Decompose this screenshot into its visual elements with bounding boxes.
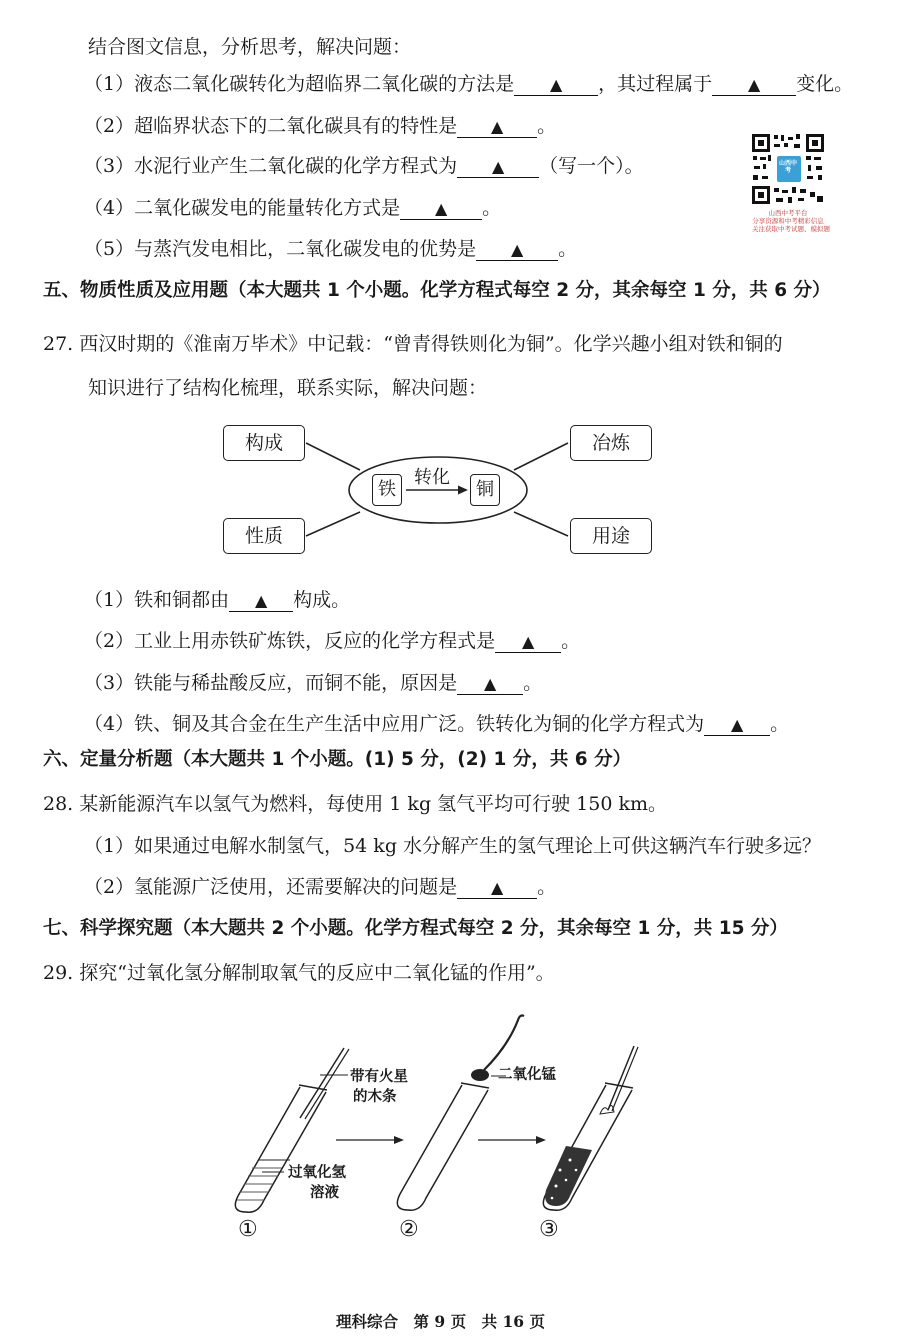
- box-xingzhi: 性质: [223, 518, 305, 554]
- q28-item-1: （1）如果通过电解水制氢气，54 kg 水分解产生的氢气理论上可供这辆汽车行驶多远？: [84, 835, 822, 857]
- q27-2-post: 。: [561, 630, 581, 652]
- q27-stem-1: 27. 西汉时期的《淮南万毕术》中记载：“曾青得铁则化为铜”。化学兴趣小组对铁和铜的: [43, 333, 783, 355]
- q26-4-post: 。: [482, 197, 502, 219]
- triangle-mark: ▲: [490, 117, 504, 136]
- triangle-mark: ▲: [510, 240, 524, 259]
- q26-3-post: （写一个）。: [539, 155, 644, 177]
- qr-caption-2: 分享资源和中考精彩信息: [752, 217, 824, 225]
- mno2-powder: [471, 1069, 489, 1081]
- triangle-mark: ▲: [254, 591, 268, 610]
- q26-2-pre: （2）超临界状态下的二氧化碳具有的特性是: [84, 115, 458, 137]
- q27-4-post: 。: [770, 713, 790, 735]
- q28-2-pre: （2）氢能源广泛使用，还需要解决的问题是: [84, 876, 458, 898]
- q27-2-pre: （2）工业上用赤铁矿炼铁，反应的化学方程式是: [84, 630, 496, 652]
- q26-5-pre: （5）与蒸汽发电相比，二氧化碳发电的优势是: [84, 238, 477, 260]
- splint-3: [608, 1046, 634, 1110]
- triangle-mark: ▲: [549, 75, 563, 94]
- box-yongtu: 用途: [570, 518, 652, 554]
- box-yelian: 冶炼: [570, 425, 652, 461]
- step-2: ②: [399, 1217, 419, 1242]
- triangle-mark: ▲: [434, 199, 448, 218]
- box-gouchen: 构成: [223, 425, 305, 461]
- q26-1-post: 变化。: [796, 73, 854, 95]
- label-h2o2-line1: 过氧化氢: [288, 1165, 346, 1181]
- h2o2-liquid: [237, 1168, 282, 1200]
- triangle-mark: ▲: [730, 715, 744, 734]
- step-1: ①: [238, 1217, 258, 1242]
- q26-1-mid: ，其过程属于: [598, 73, 713, 95]
- section-7-heading: 七、科学探究题（本大题共 2 个小题。化学方程式每空 2 分，其余每空 1 分，共 15 分）: [43, 918, 788, 939]
- q27-4-pre: （4）铁、铜及其合金在生产生活中应用广泛。铁转化为铜的化学方程式为: [84, 713, 705, 735]
- label-splint-line1: 带有火星: [350, 1069, 408, 1085]
- triangle-mark: ▲: [521, 632, 535, 651]
- q28-2-post: 。: [537, 876, 557, 898]
- q28-stem: 28. 某新能源汽车以氢气为燃料，每使用 1 kg 氢气平均可行驶 150 km。: [43, 793, 668, 815]
- qr-caption-3: 关注获取中考试题、模拟题: [752, 225, 830, 233]
- q26-1-pre: （1）液态二氧化碳转化为超临界二氧化碳的方法是: [84, 73, 515, 95]
- box-tie: 铁: [372, 474, 402, 506]
- section-6-heading: 六、定量分析题（本大题共 1 个小题。(1) 5 分，(2) 1 分，共 6 分）: [43, 749, 632, 770]
- test-tube-2: [397, 1083, 489, 1210]
- q26-2-post: 。: [537, 115, 557, 137]
- intro-line: 结合图文信息，分析思考，解决问题：: [88, 36, 412, 58]
- q29-stem: 29. 探究“过氧化氢分解制取氧气的反应中二氧化锰的作用”。: [43, 962, 555, 984]
- triangle-mark: ▲: [490, 878, 504, 897]
- step-3: ③: [539, 1217, 559, 1242]
- q26-3-pre: （3）水泥行业产生二氧化碳的化学方程式为: [84, 155, 458, 177]
- qr-badge: 山西中考: [778, 160, 797, 174]
- box-tong: 铜: [470, 474, 500, 506]
- qr-caption-1: 山西中考平台: [768, 209, 808, 217]
- q26-4-pre: （4）二氧化碳发电的能量转化方式是: [84, 197, 401, 219]
- page-footer: 理科综合 第 9 页 共 16 页: [336, 1312, 545, 1331]
- q27-1-pre: （1）铁和铜都由: [84, 589, 230, 611]
- q27-3-pre: （3）铁能与稀盐酸反应，而铜不能，原因是: [84, 672, 458, 694]
- triangle-mark: ▲: [491, 157, 505, 176]
- q27-stem-2: 知识进行了结构化梳理，联系实际，解决问题：: [88, 377, 488, 399]
- q27-3-post: 。: [523, 672, 543, 694]
- label-splint-line2: 的木条: [353, 1089, 397, 1105]
- spatula: [484, 1016, 524, 1071]
- label-mno2: 二氧化锰: [498, 1067, 556, 1083]
- triangle-mark: ▲: [483, 674, 497, 693]
- triangle-mark: ▲: [747, 75, 761, 94]
- q26-5-post: 。: [558, 238, 578, 260]
- splint-1: [300, 1048, 344, 1118]
- label-h2o2-line2: 溶液: [310, 1185, 339, 1201]
- q27-1-post: 构成。: [293, 589, 351, 611]
- label-zhuanhua: 转化: [414, 467, 450, 488]
- section-5-heading: 五、物质性质及应用题（本大题共 1 个小题。化学方程式每空 2 分，其余每空 1 分，共 6 分）: [43, 280, 831, 301]
